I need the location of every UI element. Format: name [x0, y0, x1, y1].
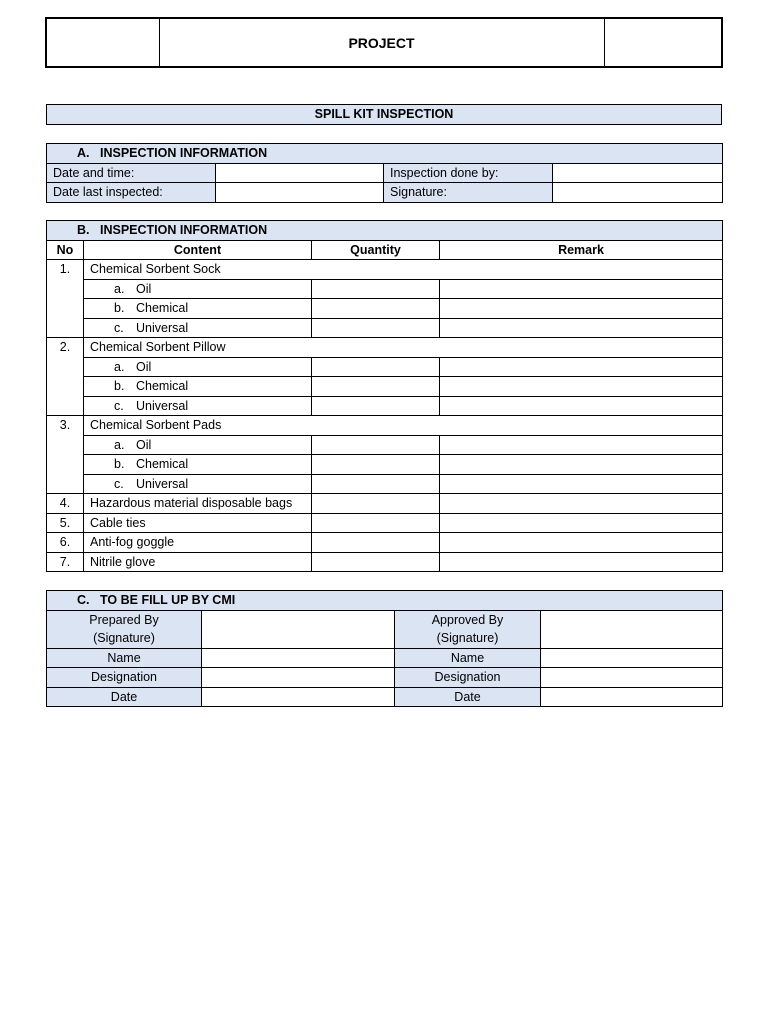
- form-title: SPILL KIT INSPECTION: [47, 105, 722, 125]
- approved-designation-field[interactable]: [541, 668, 723, 688]
- item-group-name: Chemical Sorbent Sock: [84, 260, 723, 280]
- quantity-field[interactable]: [312, 279, 440, 299]
- sub-item-letter: b.: [114, 301, 125, 316]
- section-c-header: C. TO BE FILL UP BY CMI: [47, 591, 723, 611]
- remark-field[interactable]: [440, 533, 723, 553]
- sub-item: [84, 279, 312, 299]
- sub-item-name: Oil: [136, 281, 152, 296]
- document-header: [45, 17, 723, 68]
- prepared-date-label: Date: [47, 687, 202, 707]
- remark-field[interactable]: [440, 474, 723, 494]
- remark-field[interactable]: [440, 357, 723, 377]
- item-name: Cable ties: [84, 513, 312, 533]
- prepared-by-signature-field[interactable]: [202, 610, 395, 648]
- approved-designation-label: Designation: [395, 668, 541, 688]
- sub-item-name: Chemical: [136, 457, 189, 472]
- sub-item-letter: a.: [114, 437, 125, 452]
- table-row: [47, 260, 723, 280]
- column-header-remark: Remark: [440, 240, 723, 260]
- remark-field[interactable]: [440, 377, 723, 397]
- table-row: [47, 494, 723, 514]
- quantity-field[interactable]: [312, 494, 440, 514]
- table-row: [47, 533, 723, 553]
- item-number: 5.: [47, 513, 84, 533]
- quantity-field[interactable]: [312, 552, 440, 572]
- quantity-field[interactable]: [312, 435, 440, 455]
- date-time-label: Date and time:: [47, 163, 216, 183]
- remark-field[interactable]: [440, 513, 723, 533]
- table-row: [47, 338, 723, 358]
- remark-field[interactable]: [440, 299, 723, 319]
- inspection-done-by-label: Inspection done by:: [384, 163, 553, 183]
- item-group-name: Chemical Sorbent Pillow: [84, 338, 723, 358]
- table-row: [47, 279, 723, 299]
- column-header-content: Content: [84, 240, 312, 260]
- sub-item: [84, 357, 312, 377]
- table-row: [47, 299, 723, 319]
- table-row: [47, 377, 723, 397]
- section-a-header: A. INSPECTION INFORMATION: [47, 144, 723, 164]
- table-row: [47, 513, 723, 533]
- quantity-field[interactable]: [312, 474, 440, 494]
- sub-item-letter: a.: [114, 281, 125, 296]
- approved-name-label: Name: [395, 648, 541, 668]
- item-number: 4.: [47, 494, 84, 514]
- table-row: [47, 416, 723, 436]
- inspection-done-by-field[interactable]: [553, 163, 723, 183]
- prepared-name-label: Name: [47, 648, 202, 668]
- logo-cell-right: [604, 18, 722, 67]
- remark-field[interactable]: [440, 455, 723, 475]
- table-row: [47, 396, 723, 416]
- project-title: PROJECT: [159, 18, 604, 67]
- sub-item: [84, 474, 312, 494]
- approved-by-signature-field[interactable]: [541, 610, 723, 648]
- table-row: [47, 552, 723, 572]
- approved-date-field[interactable]: [541, 687, 723, 707]
- quantity-field[interactable]: [312, 396, 440, 416]
- sub-item-letter: c.: [114, 398, 124, 413]
- quantity-field[interactable]: [312, 533, 440, 553]
- date-last-inspected-label: Date last inspected:: [47, 183, 216, 203]
- item-number: 3.: [47, 416, 84, 494]
- sub-item-letter: b.: [114, 379, 125, 394]
- prepared-designation-field[interactable]: [202, 668, 395, 688]
- section-a-table: [46, 143, 723, 203]
- sub-item-name: Oil: [136, 359, 152, 374]
- quantity-field[interactable]: [312, 513, 440, 533]
- item-name: Hazardous material disposable bags: [84, 494, 312, 514]
- item-name: Nitrile glove: [84, 552, 312, 572]
- remark-field[interactable]: [440, 318, 723, 338]
- prepared-name-field[interactable]: [202, 648, 395, 668]
- remark-field[interactable]: [440, 494, 723, 514]
- table-row: [47, 455, 723, 475]
- date-last-inspected-field[interactable]: [216, 183, 384, 203]
- column-header-no: No: [47, 240, 84, 260]
- item-number: 7.: [47, 552, 84, 572]
- column-header-quantity: Quantity: [312, 240, 440, 260]
- prepared-designation-label: Designation: [47, 668, 202, 688]
- item-group-name: Chemical Sorbent Pads: [84, 416, 723, 436]
- sub-item: [84, 396, 312, 416]
- remark-field[interactable]: [440, 435, 723, 455]
- sub-item: [84, 318, 312, 338]
- signature-label: Signature:: [384, 183, 553, 203]
- sub-item-name: Chemical: [136, 379, 189, 394]
- sub-item: [84, 455, 312, 475]
- quantity-field[interactable]: [312, 318, 440, 338]
- signature-field[interactable]: [553, 183, 723, 203]
- item-number: 1.: [47, 260, 84, 338]
- table-row: [47, 357, 723, 377]
- quantity-field[interactable]: [312, 299, 440, 319]
- quantity-field[interactable]: [312, 377, 440, 397]
- sub-item-letter: a.: [114, 359, 125, 374]
- section-b-header: B. INSPECTION INFORMATION: [47, 221, 723, 241]
- sub-item-letter: c.: [114, 320, 124, 335]
- sub-item-name: Chemical: [136, 301, 189, 316]
- sub-item: [84, 435, 312, 455]
- remark-field[interactable]: [440, 552, 723, 572]
- sub-item-name: Universal: [136, 398, 189, 413]
- section-b-table: [46, 220, 723, 572]
- remark-field[interactable]: [440, 279, 723, 299]
- table-row: [47, 435, 723, 455]
- sub-item-letter: b.: [114, 457, 125, 472]
- item-name: Anti-fog goggle: [84, 533, 312, 553]
- table-row: [47, 474, 723, 494]
- approved-name-field[interactable]: [541, 648, 723, 668]
- date-time-field[interactable]: [216, 163, 384, 183]
- sub-item-name: Universal: [136, 320, 189, 335]
- sub-item: [84, 299, 312, 319]
- table-row: [47, 318, 723, 338]
- section-c-table: [46, 590, 723, 707]
- item-number: 6.: [47, 533, 84, 553]
- approved-date-label: Date: [395, 687, 541, 707]
- item-number: 2.: [47, 338, 84, 416]
- sub-item-name: Oil: [136, 437, 152, 452]
- quantity-field[interactable]: [312, 455, 440, 475]
- form-banner: [46, 104, 722, 125]
- remark-field[interactable]: [440, 396, 723, 416]
- prepared-by-label: Prepared By (Signature): [47, 610, 202, 648]
- prepared-date-field[interactable]: [202, 687, 395, 707]
- quantity-field[interactable]: [312, 357, 440, 377]
- sub-item-name: Universal: [136, 476, 189, 491]
- sub-item: [84, 377, 312, 397]
- sub-item-letter: c.: [114, 476, 124, 491]
- logo-cell-left: [46, 18, 159, 67]
- approved-by-label: Approved By (Signature): [395, 610, 541, 648]
